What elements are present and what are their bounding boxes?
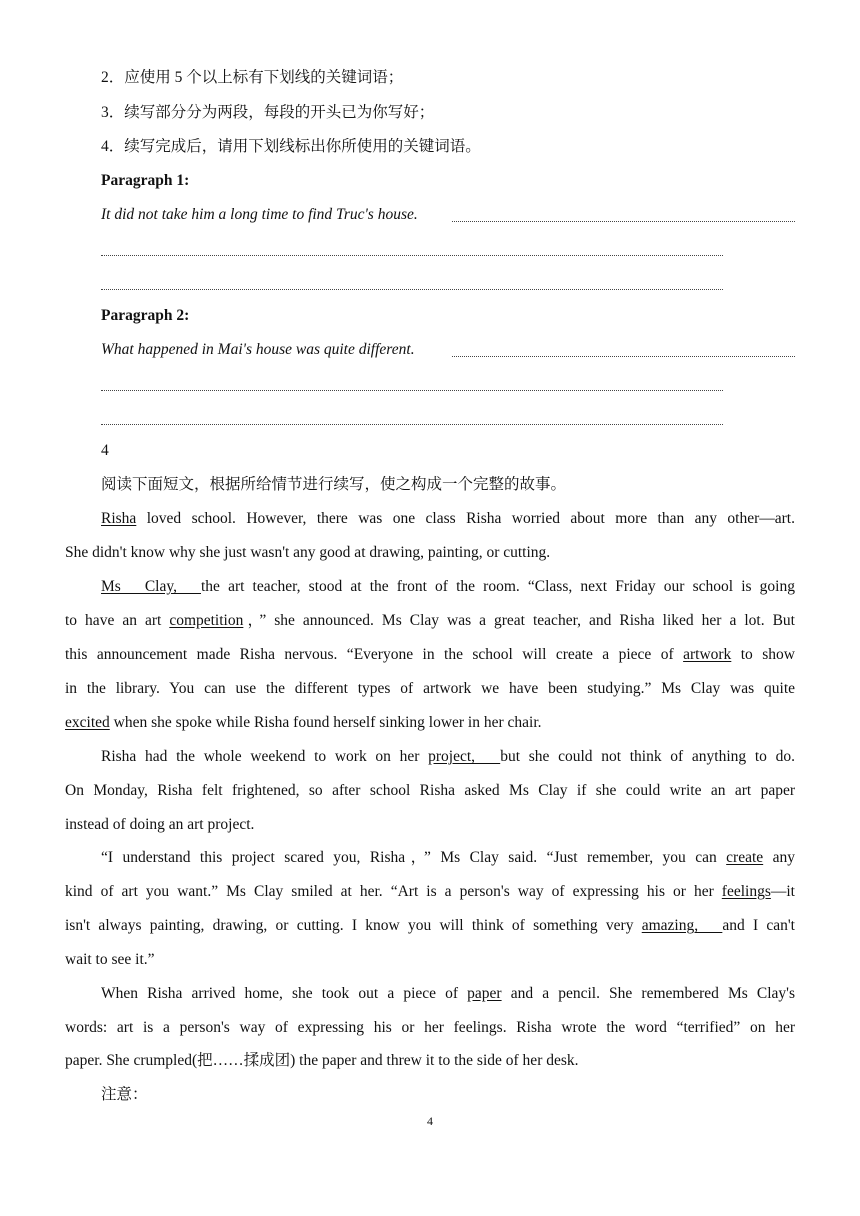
story-line: excited when she spoke while Risha found herself sinking lower in her chair. (65, 714, 542, 731)
story-line: words: art is a person's way of expressing his or her feelings. Risha wrote the word “terrified” on her (65, 1019, 795, 1036)
story-line: Ms Clay, the art teacher, stood at the front of the room. “Class, next Friday our school is going (101, 578, 795, 595)
writing-line (101, 289, 723, 290)
paragraph2-opening: What happened in Mai's house was quite different. (101, 341, 415, 358)
keyword: feelings (721, 883, 771, 900)
task-prompt: 阅读下面短文，根据所给情节进行续写，使之构成一个完整的故事。 (101, 476, 567, 493)
story-line: Risha loved school. However, there was one class Risha worried about more than any other—art. (101, 510, 795, 527)
story-line: When Risha arrived home, she took out a piece of paper and a pencil. She remembered Ms Clay's (101, 985, 796, 1002)
story-line: wait to see it.” (65, 951, 155, 968)
instruction-item-4: 4．续写完成后，请用下划线标出你所使用的关键词语。 (101, 138, 481, 155)
keyword: excited (65, 714, 110, 731)
keyword: artwork (683, 646, 732, 663)
writing-line (452, 221, 795, 222)
writing-line (101, 390, 723, 391)
page-number: 4 (427, 1114, 433, 1128)
keyword: create (726, 849, 764, 866)
writing-line (101, 255, 723, 256)
story-line: She didn't know why she just wasn't any good at drawing, painting, or cutting. (65, 544, 551, 561)
instruction-item-3: 3．续写部分分为两段，每段的开头已为你写好； (101, 104, 435, 121)
paragraph1-heading: Paragraph 1: (101, 172, 190, 189)
section-number: 4 (101, 442, 109, 459)
instruction-item-2: 2．应使用 5 个以上标有下划线的关键词语； (101, 69, 404, 86)
story-line: instead of doing an art project. (65, 816, 255, 833)
keyword: Ms Clay, (101, 578, 201, 595)
keyword: competition (169, 612, 244, 629)
keyword: Risha (101, 510, 137, 527)
story-line: paper. She crumpled(把……揉成团) the paper and threw it to the side of her desk. (65, 1052, 579, 1069)
story-line: Risha had the whole weekend to work on her project, but she could not think of anything to do. (101, 748, 795, 765)
writing-line (452, 356, 795, 357)
paragraph1-opening: It did not take him a long time to find Truc's house. (101, 206, 418, 223)
story-line: kind of art you want.” Ms Clay smiled at her. “Art is a person's way of expressing his or her feelings—it (65, 883, 795, 900)
note-label: 注意： (101, 1086, 148, 1103)
paragraph2-heading: Paragraph 2: (101, 307, 190, 324)
keyword: paper (467, 985, 502, 1002)
story-line: in the library. You can use the different types of artwork we have been studying.” Ms Clay was quite (65, 680, 795, 697)
keyword: project, (428, 748, 501, 765)
writing-line (101, 424, 723, 425)
story-line: to have an art competition，” she announced. Ms Clay was a great teacher, and Risha liked her a lot. But (65, 612, 795, 629)
story-line: isn't always painting, drawing, or cutting. I know you will think of something very amazing, and I can't (65, 917, 795, 934)
keyword: amazing, (641, 917, 723, 934)
story-line: “I understand this project scared you, Risha，” Ms Clay said. “Just remember, you can create any (101, 849, 795, 866)
story-line: On Monday, Risha felt frightened, so after school Risha asked Ms Clay if she could write an art paper (65, 782, 795, 799)
story-line: this announcement made Risha nervous. “Everyone in the school will create a piece of artwork to show (65, 646, 795, 663)
